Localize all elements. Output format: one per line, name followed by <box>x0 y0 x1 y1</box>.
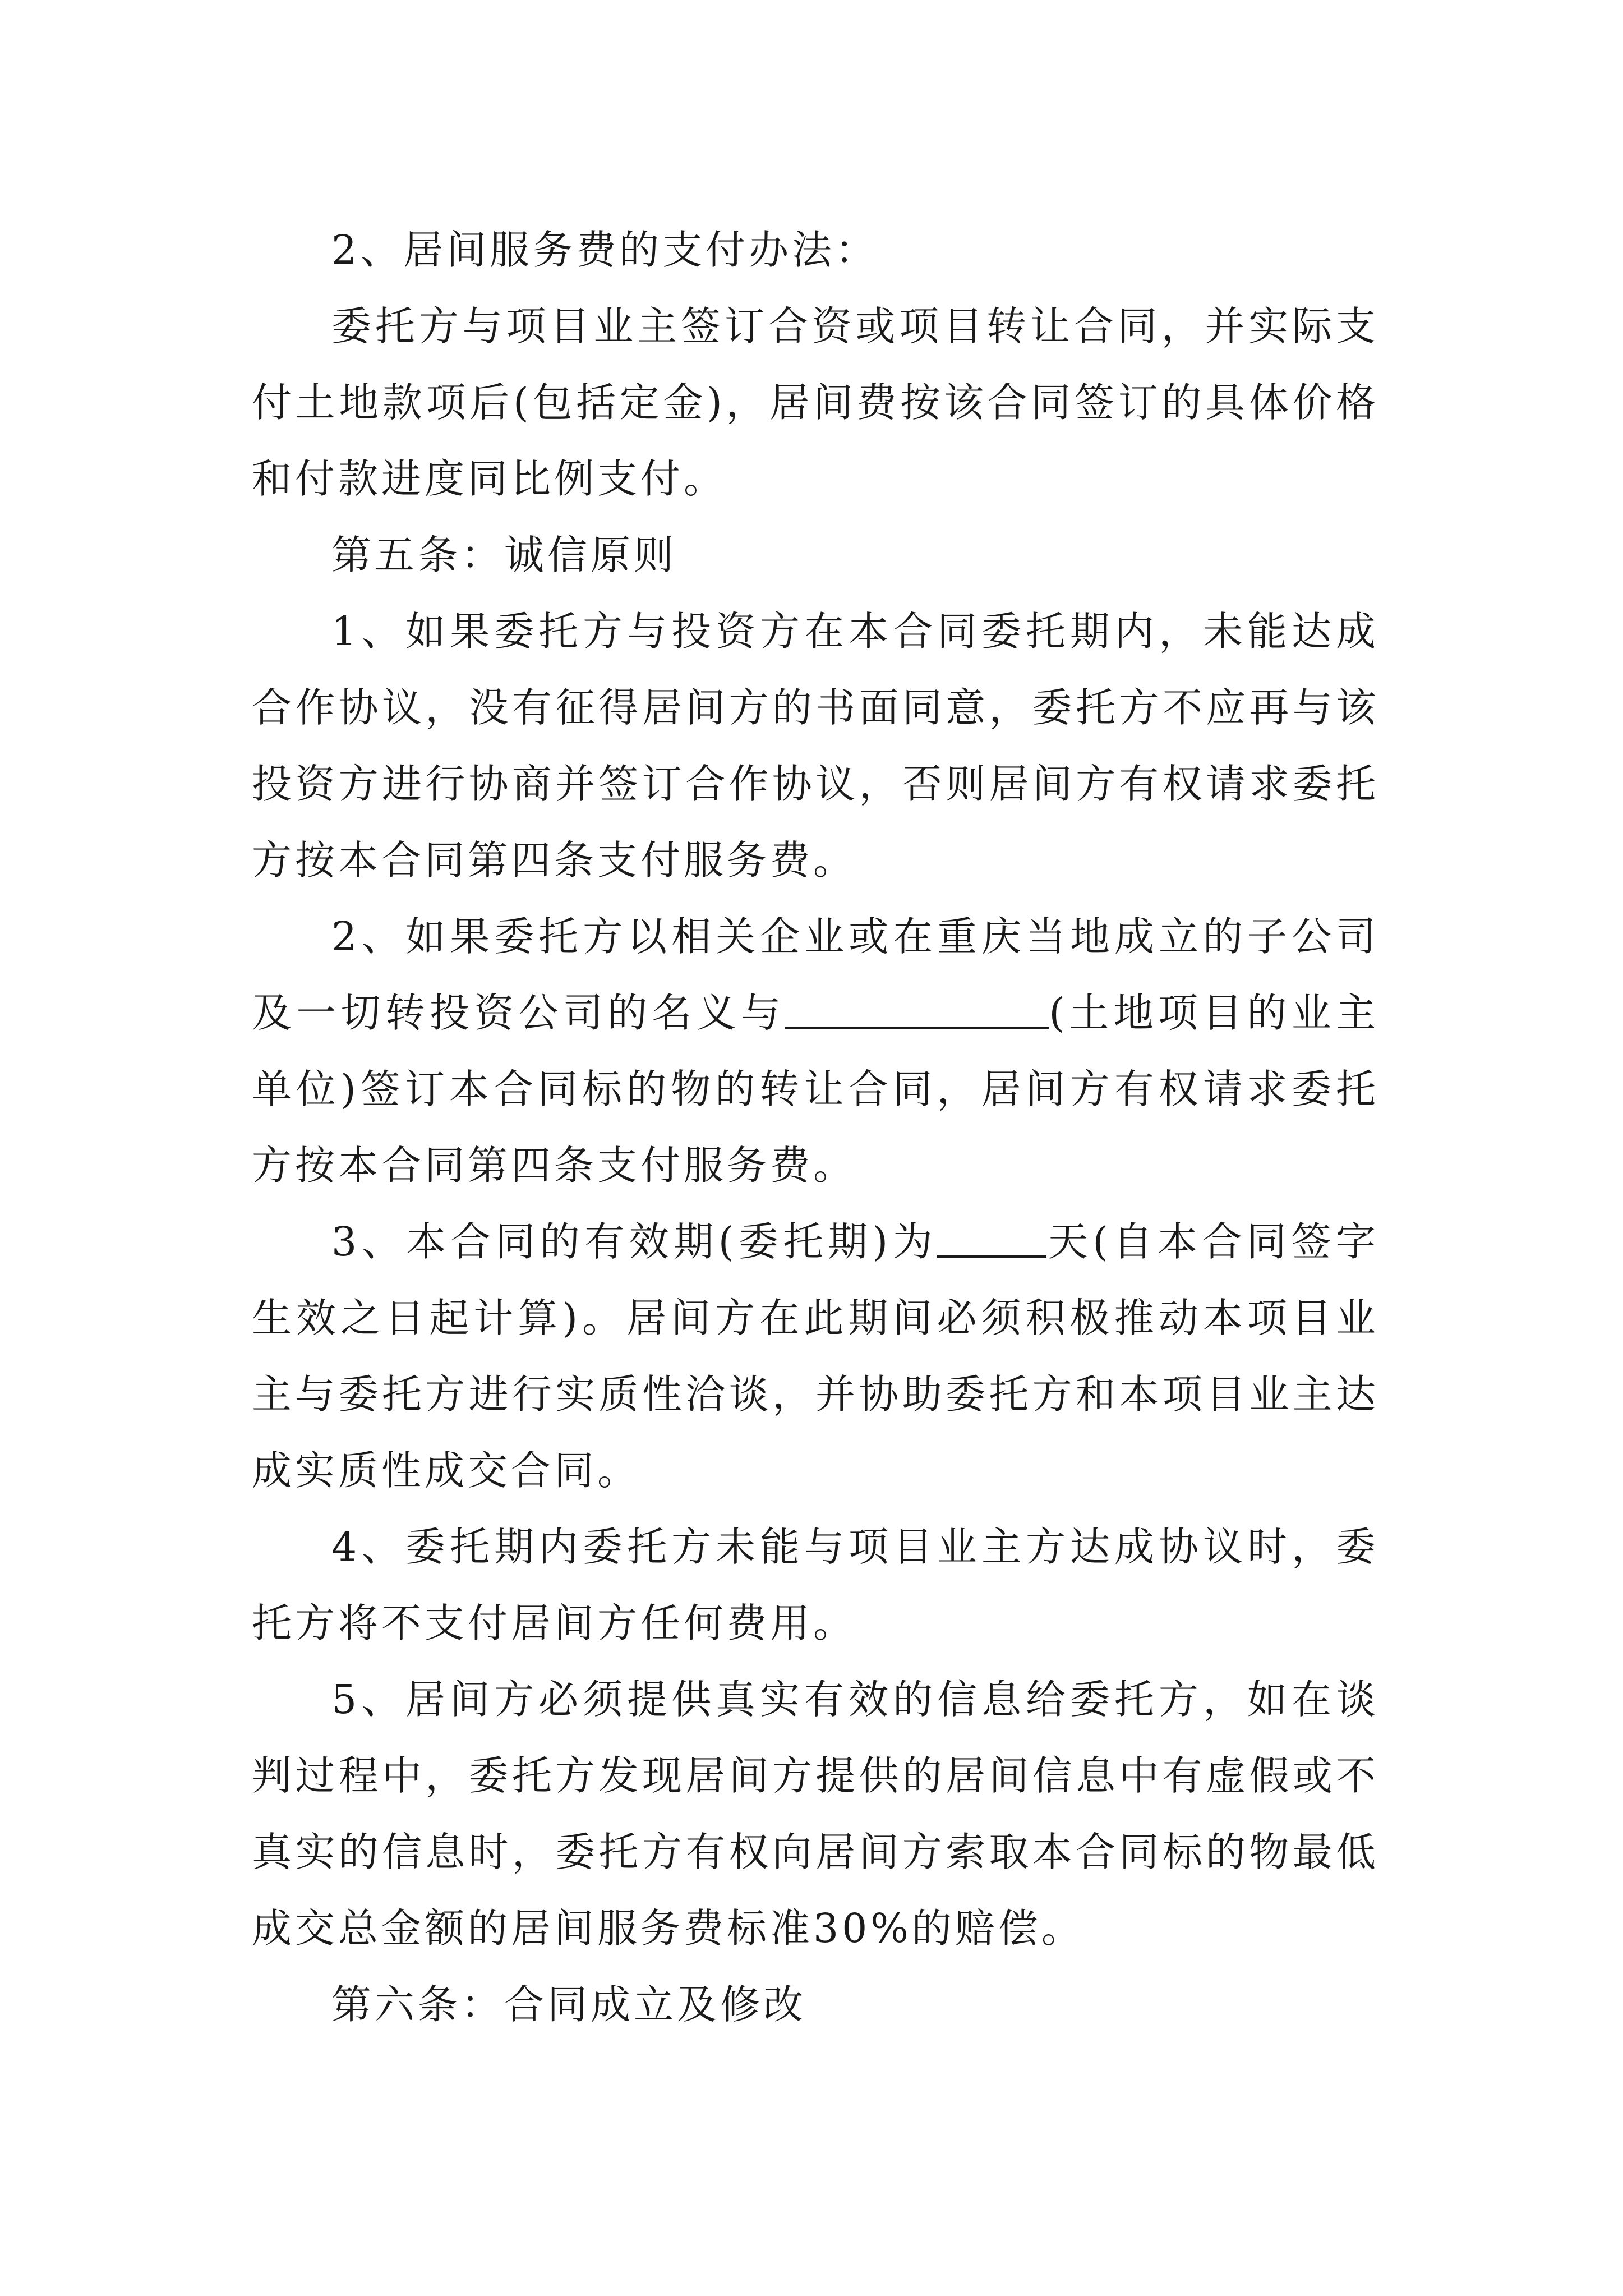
clause-2-text-before: 2、如果委托方以相关企业或在重庆当地成立的子公司及一切转投资公司的名义与 <box>252 913 1379 1036</box>
clause-2-text-after: (土地项目的业主单位)签订本合同标的物的转让合同，居间方有权请求委托方按本合同第四条支付服务费。 <box>252 990 1379 1189</box>
clause-3-text-after: 天(自本合同签字生效之日起计算)。居间方在此期间必须积极推动本项目业主与委托方进行实质性洽谈，并协助委托方和本项目业主达成实质性成交合同。 <box>252 1218 1379 1494</box>
paragraph-clause-2 <box>252 899 1379 1204</box>
document-body <box>252 212 1379 2043</box>
heading-article-5: 第五条：诚信原则 <box>331 532 677 578</box>
clause-3-text-before: 3、本合同的有效期(委托期)为 <box>331 1218 938 1265</box>
paragraph-clause-3 <box>252 1204 1379 1509</box>
blank-field-days <box>937 1220 1046 1258</box>
paragraph-payment-terms: 委托方与项目业主签订合资或项目转让合同，并实际支付土地款项后(包括定金)，居间费按该合同签订的具体价格和付款进度同比例支付。 <box>252 303 1379 502</box>
paragraph-clause-1: 1、如果委托方与投资方在本合同委托期内，未能达成合作协议，没有征得居间方的书面同意，委托方不应再与该投资方进行协商并签订合作协议，否则居间方有权请求委托方按本合同第四条支付服务费。 <box>252 608 1379 884</box>
blank-field-project-owner <box>785 991 1049 1029</box>
paragraph-payment-method: 2、居间服务费的支付办法： <box>331 227 879 273</box>
paragraph-clause-4: 4、委托期内委托方未能与项目业主方达成协议时，委托方将不支付居间方任何费用。 <box>252 1524 1379 1646</box>
paragraph-clause-5: 5、居间方必须提供真实有效的信息给委托方，如在谈判过程中，委托方发现居间方提供的居间信息中有虚假或不真实的信息时，委托方有权向居间方索取本合同标的物最低成交总金额的居间服务费标准30%的赔偿。 <box>252 1676 1379 1952</box>
heading-article-6: 第六条：合同成立及修改 <box>331 1981 807 2028</box>
